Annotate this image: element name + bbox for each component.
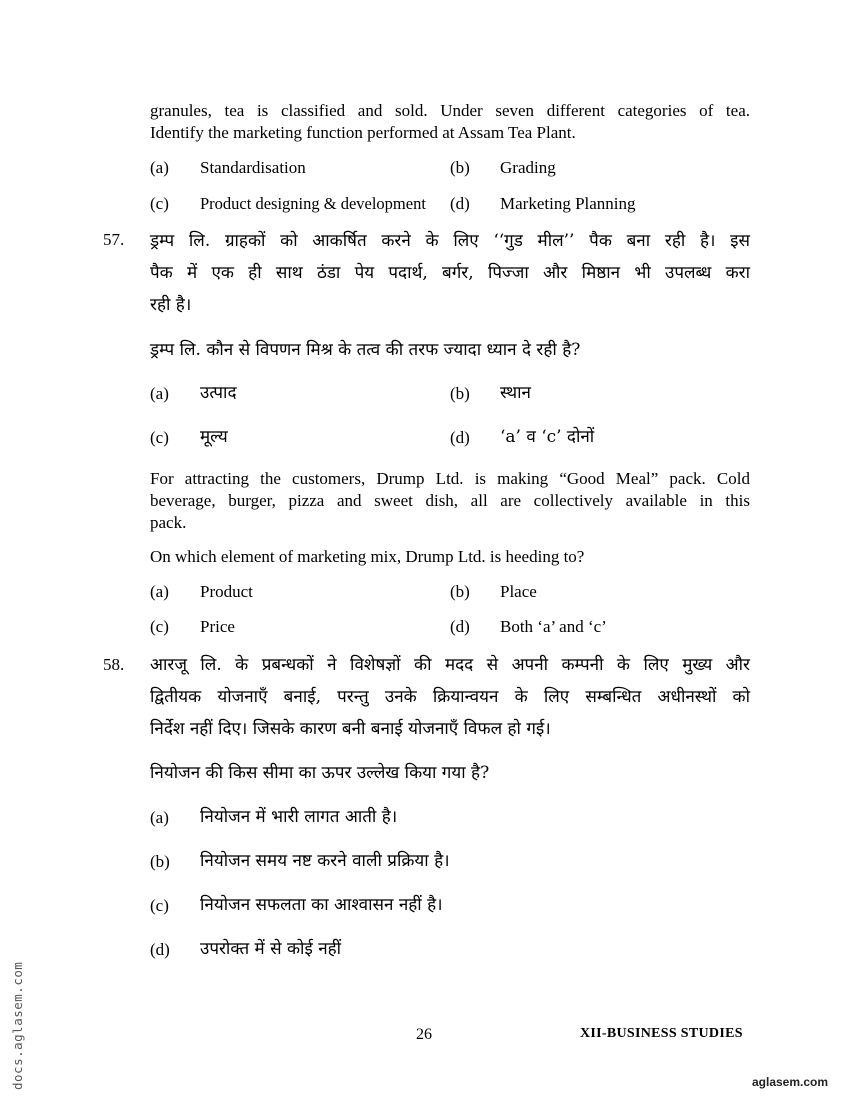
q56-option-d-label: (d) [450, 194, 470, 213]
q56-option-a-label: (a) [150, 158, 169, 177]
q58-hindi-question: नियोजन की किस सीमा का ऊपर उल्लेख किया गया है? [150, 763, 490, 783]
footer-subject: XII-BUSINESS STUDIES [580, 1026, 743, 1041]
q57-option-a-label: (a) [150, 582, 169, 601]
q57-option-d-text: Both ‘a’ and ‘c’ [500, 617, 607, 636]
q57-option-a-text: Product [200, 582, 253, 601]
watermark-url: docs.aglasem.com [10, 961, 25, 1090]
q58-number: 58. [103, 655, 125, 674]
q57-hindi-option-c-text: मूल्य [200, 427, 228, 447]
q56-option-d-text: Marketing Planning [500, 194, 636, 213]
q56-option-b-label: (b) [450, 158, 470, 177]
q58-option-a-label: (a) [150, 808, 169, 827]
q57-option-b-text: Place [500, 582, 537, 601]
q57-option-c-label: (c) [150, 617, 169, 636]
q57-hindi-option-c-label: (c) [150, 428, 169, 447]
q56-option-c-label: (c) [150, 194, 169, 213]
q57-option-d-label: (d) [450, 617, 470, 636]
q56-option-c-text: Product designing & development [200, 194, 426, 213]
q57-hindi-line-1: ड्रम्प लि. ग्राहकों को आकर्षित करने के लिए ‘‘गुड मील’’ पैक बना रही है। इस [150, 231, 750, 251]
q57-hindi-option-b-label: (b) [450, 384, 470, 403]
q58-option-c-text: नियोजन सफलता का आश्वासन नहीं है। [200, 895, 443, 915]
q58-option-b-text: नियोजन समय नष्ट करने वाली प्रक्रिया है। [200, 851, 450, 871]
q57-option-c-text: Price [200, 617, 235, 636]
q58-option-c-label: (c) [150, 896, 169, 915]
q57-hindi-option-b-text: स्थान [500, 383, 531, 403]
q57-english-line-3: pack. [150, 513, 187, 532]
q57-hindi-option-d-text: ‘a’ व ‘c’ दोनों [500, 427, 595, 447]
q56-stem-line-1: granules, tea is classified and sold. Under seven different categories of tea. [150, 101, 750, 120]
q57-hindi-option-a-label: (a) [150, 384, 169, 403]
q57-english-line-2: beverage, burger, pizza and sweet dish, all are collectively available in this [150, 491, 750, 510]
q57-number: 57. [103, 230, 125, 249]
q57-option-b-label: (b) [450, 582, 470, 601]
q58-option-d-label: (d) [150, 940, 170, 959]
q57-hindi-line-2: पैक में एक ही साथ ठंडा पेय पदार्थ, बर्गर, पिज्जा और मिष्ठान भी उपलब्ध करा [150, 263, 750, 283]
q56-option-b-text: Grading [500, 158, 556, 177]
q56-option-a-text: Standardisation [200, 158, 306, 177]
brand-logo-text: aglasem.com [752, 1075, 829, 1089]
q57-hindi-line-3: रही है। [150, 295, 192, 315]
q57-hindi-option-a-text: उत्पाद [200, 383, 237, 403]
q58-hindi-line-1: आरजू लि. के प्रबन्धकों ने विशेषज्ञों की मदद से अपनी कम्पनी के लिए मुख्य और [150, 655, 750, 675]
q58-option-b-label: (b) [150, 852, 170, 871]
q57-english-question: On which element of marketing mix, Drump Ltd. is heeding to? [150, 547, 585, 566]
q58-option-d-text: उपरोक्त में से कोई नहीं [200, 939, 342, 959]
q57-english-line-1: For attracting the customers, Drump Ltd. is making “Good Meal” pack. Cold [150, 469, 750, 488]
q57-hindi-option-d-label: (d) [450, 428, 470, 447]
q56-stem-line-2: Identify the marketing function performed at Assam Tea Plant. [150, 123, 576, 142]
q58-option-a-text: नियोजन में भारी लागत आती है। [200, 807, 398, 827]
q58-hindi-line-3: निर्देश नहीं दिए। जिसके कारण बनी बनाई योजनाएँ विफल हो गई। [150, 719, 551, 739]
q58-hindi-line-2: द्वितीयक योजनाएँ बनाई, परन्तु उनके क्रियान्वयन के लिए सम्बन्धित अधीनस्थों को [150, 687, 750, 707]
q57-hindi-question: ड्रम्प लि. कौन से विपणन मिश्र के तत्व की तरफ ज्यादा ध्यान दे रही है? [150, 340, 581, 360]
page-number: 26 [416, 1026, 432, 1043]
